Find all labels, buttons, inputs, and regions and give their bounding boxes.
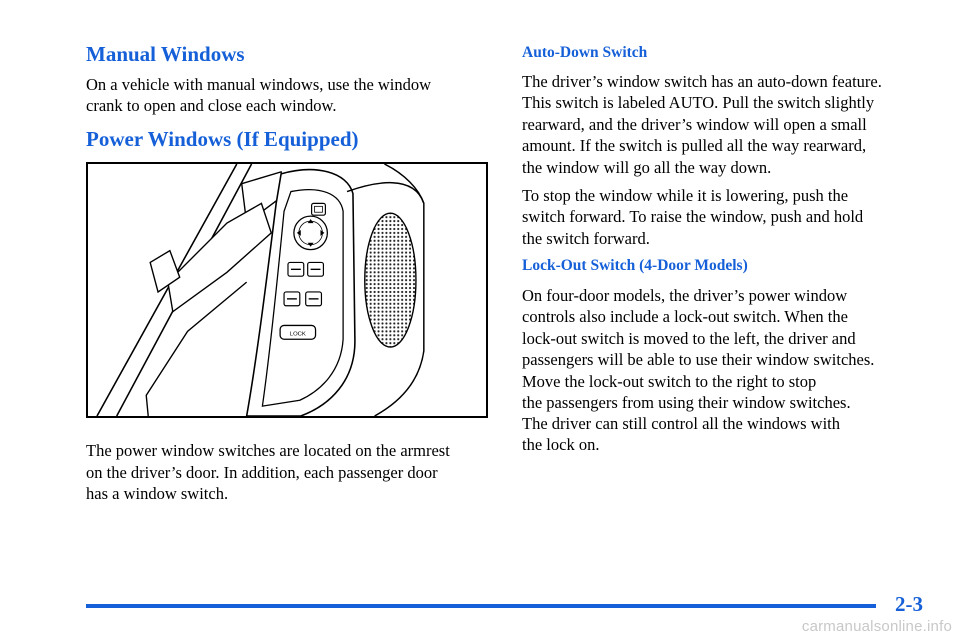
heading-manual-windows: Manual Windows [86, 42, 245, 66]
door-switch-illustration [86, 162, 488, 418]
stop-line-1: To stop the window while it is lowering, push the [522, 186, 849, 205]
lockout-line-7: The driver can still control all the windows with [522, 414, 841, 433]
auto-down-line-5: the window will go all the way down. [522, 158, 772, 177]
stop-line-2: switch forward. To raise the window, push and hold [522, 207, 864, 226]
auto-down-line-3: rearward, and the driver’s window will open a small [522, 115, 867, 134]
watermark: carmanualsonline.info [801, 618, 952, 635]
heading-lockout-switch: Lock-Out Switch (4-Door Models) [522, 257, 748, 274]
footer-rule [86, 604, 876, 608]
door-panel-drawing [88, 164, 486, 416]
power-windows-line-3: has a window switch. [86, 484, 229, 503]
lockout-line-3: lock-out switch is moved to the left, the driver and [522, 329, 856, 348]
manual-windows-line-2: crank to open and close each window. [86, 96, 337, 115]
auto-down-line-2: This switch is labeled AUTO. Pull the switch slightly [522, 93, 875, 112]
lockout-line-5: Move the lock-out switch to the right to stop [522, 372, 817, 391]
power-windows-line-1: The power window switches are located on the armrest [86, 441, 450, 460]
stop-line-3: the switch forward. [522, 229, 650, 248]
heading-power-windows: Power Windows (If Equipped) [86, 127, 359, 151]
auto-down-line-4: amount. If the switch is pulled all the way rearward, [522, 136, 867, 155]
lockout-line-8: the lock on. [522, 435, 600, 454]
lockout-line-2: controls also include a lock-out switch. When the [522, 307, 848, 326]
lockout-line-4: passengers will be able to use their window switches. [522, 350, 875, 369]
lock-label: LOCK [289, 331, 306, 338]
power-windows-line-2: on the driver’s door. In addition, each passenger door [86, 463, 438, 482]
lockout-line-6: the passengers from using their window switches. [522, 393, 851, 412]
page-number: 2-3 [895, 592, 923, 616]
speaker-grille-icon [365, 213, 416, 347]
manual-windows-line-1: On a vehicle with manual windows, use the window [86, 75, 432, 94]
auto-down-line-1: The driver’s window switch has an auto-down feature. [522, 72, 882, 91]
lockout-line-1: On four-door models, the driver’s power window [522, 286, 848, 305]
heading-auto-down-switch: Auto-Down Switch [522, 44, 648, 61]
